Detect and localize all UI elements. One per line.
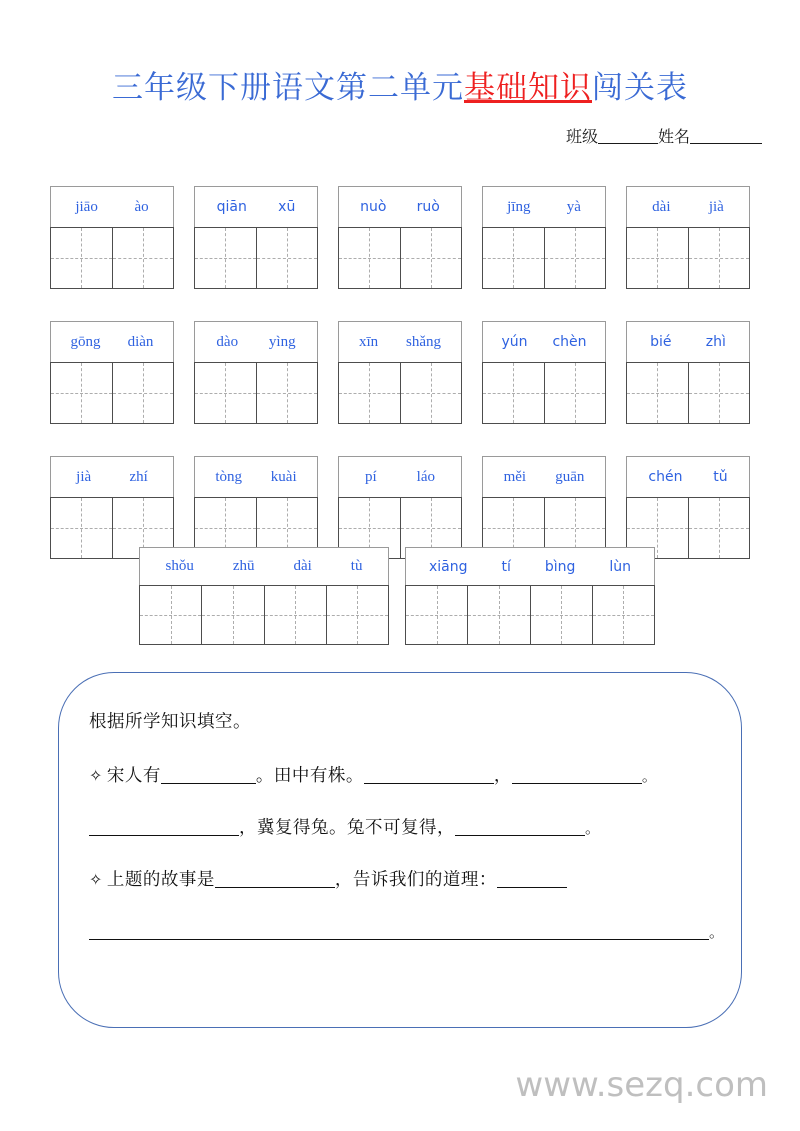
word-character-cells bbox=[50, 362, 174, 424]
block-spacer bbox=[194, 424, 318, 456]
idiom-grid-2 bbox=[405, 547, 655, 645]
character-cell[interactable] bbox=[339, 228, 400, 288]
word-block bbox=[50, 186, 174, 289]
word-character-cells bbox=[482, 227, 606, 289]
block-spacer bbox=[482, 424, 606, 456]
word-pinyin-bar bbox=[482, 321, 606, 362]
blank-1[interactable] bbox=[161, 768, 256, 784]
character-cell[interactable] bbox=[688, 498, 750, 558]
character-cell[interactable] bbox=[339, 363, 400, 423]
word-character-cells bbox=[194, 362, 318, 424]
pinyin-syllable: qiān bbox=[216, 199, 247, 215]
word-pinyin-bar bbox=[626, 321, 750, 362]
block-spacer bbox=[194, 289, 318, 321]
block-spacer bbox=[50, 289, 174, 321]
character-cell[interactable] bbox=[112, 228, 174, 288]
pinyin-syllable: xīn bbox=[358, 333, 379, 350]
word-pinyin-bar bbox=[482, 456, 606, 497]
block-spacer bbox=[338, 424, 462, 456]
character-cell[interactable] bbox=[140, 586, 201, 644]
pinyin-syllable: jiāo bbox=[75, 198, 98, 215]
character-cell[interactable] bbox=[483, 228, 544, 288]
pinyin-syllable: nuò bbox=[360, 199, 387, 215]
word-character-cells bbox=[338, 227, 462, 289]
character-cell[interactable] bbox=[195, 363, 256, 423]
name-input-blank[interactable] bbox=[690, 129, 762, 144]
word-block bbox=[482, 186, 606, 289]
pinyin-syllable: jīng bbox=[507, 198, 531, 215]
pinyin-syllable: bié bbox=[650, 334, 672, 350]
word-block bbox=[626, 456, 750, 559]
blank-7[interactable] bbox=[497, 872, 567, 888]
word-block bbox=[194, 456, 318, 559]
word-block bbox=[626, 186, 750, 289]
pinyin-syllable: tòng bbox=[215, 468, 243, 485]
page-title bbox=[0, 62, 800, 107]
word-pinyin-bar bbox=[626, 456, 750, 497]
line3-text-b: ，告诉我们的道理： bbox=[334, 868, 497, 889]
word-character-cells bbox=[338, 362, 462, 424]
line2-text-a: ，冀复得兔。兔不可复得， bbox=[239, 816, 455, 837]
character-cell[interactable] bbox=[544, 363, 606, 423]
pinyin-syllable: shǎng bbox=[406, 333, 442, 350]
character-cell[interactable] bbox=[201, 586, 263, 644]
character-cell[interactable] bbox=[483, 363, 544, 423]
pinyin-syllable: yà bbox=[566, 198, 581, 215]
character-cell[interactable] bbox=[51, 228, 112, 288]
pinyin-syllable: chén bbox=[648, 469, 683, 485]
pinyin-syllable: tù bbox=[350, 558, 363, 574]
character-cell[interactable] bbox=[51, 498, 112, 558]
word-pinyin-bar bbox=[50, 456, 174, 497]
fill-in-line-1 bbox=[89, 764, 707, 785]
pinyin-syllable: dài bbox=[293, 558, 312, 574]
class-label: 班级 bbox=[565, 129, 598, 146]
pinyin-syllable: pí bbox=[365, 468, 377, 485]
word-block bbox=[338, 321, 462, 424]
word-grid-column bbox=[194, 186, 318, 559]
star-icon: ✧ bbox=[89, 767, 103, 785]
word-pinyin-bar bbox=[194, 186, 318, 227]
character-cell[interactable] bbox=[592, 586, 654, 644]
word-grid-column bbox=[482, 186, 606, 559]
pinyin-syllable: dào bbox=[216, 333, 239, 350]
word-pinyin-bar bbox=[626, 186, 750, 227]
pinyin-syllable: zhū bbox=[232, 558, 255, 574]
pinyin-syllable: yún bbox=[501, 334, 528, 350]
word-pinyin-bar bbox=[338, 321, 462, 362]
line3-text-a: 上题的故事是 bbox=[106, 868, 215, 889]
block-spacer bbox=[338, 289, 462, 321]
pinyin-syllable: tǔ bbox=[713, 469, 728, 485]
pinyin-syllable: xū bbox=[278, 199, 296, 215]
word-character-cells bbox=[194, 227, 318, 289]
title-highlight: 基础知识 bbox=[464, 70, 592, 105]
pinyin-syllable: guān bbox=[555, 468, 585, 485]
star-icon-2: ✧ bbox=[89, 871, 103, 889]
word-block bbox=[50, 456, 174, 559]
blank-8[interactable] bbox=[89, 924, 709, 940]
name-label: 姓名 bbox=[657, 129, 690, 146]
class-input-blank[interactable] bbox=[598, 129, 658, 144]
word-pinyin-bar bbox=[194, 321, 318, 362]
word-block bbox=[194, 321, 318, 424]
idiom-pinyin-bar bbox=[405, 547, 655, 585]
character-cell[interactable] bbox=[688, 363, 750, 423]
pinyin-syllable: gōng bbox=[70, 333, 101, 350]
line4-period: 。 bbox=[709, 924, 725, 941]
block-spacer bbox=[626, 424, 750, 456]
character-cell[interactable] bbox=[400, 228, 462, 288]
pinyin-syllable: ruò bbox=[416, 199, 440, 215]
idiom-pinyin-bar bbox=[139, 547, 389, 585]
word-character-cells bbox=[626, 227, 750, 289]
pinyin-syllable: diàn bbox=[127, 333, 154, 350]
blank-6[interactable] bbox=[215, 872, 335, 888]
blank-2[interactable] bbox=[364, 768, 494, 784]
word-block bbox=[194, 186, 318, 289]
idiom-grid-1 bbox=[139, 547, 389, 645]
word-grid-column bbox=[626, 186, 750, 559]
word-block bbox=[482, 321, 606, 424]
line2-text-b: 。 bbox=[585, 820, 601, 837]
character-cell[interactable] bbox=[406, 586, 467, 644]
line1-text-d: 。 bbox=[641, 768, 658, 785]
word-pinyin-bar bbox=[50, 186, 174, 227]
pinyin-syllable: chèn bbox=[552, 334, 587, 350]
character-cell[interactable] bbox=[627, 228, 688, 288]
character-cell[interactable] bbox=[195, 228, 256, 288]
student-info-row bbox=[566, 124, 762, 147]
fill-in-section bbox=[58, 672, 742, 1028]
word-character-cells bbox=[50, 227, 174, 289]
pinyin-syllable: dài bbox=[652, 198, 671, 215]
character-cell[interactable] bbox=[256, 363, 318, 423]
fill-in-heading: 根据所学知识填空。 bbox=[89, 711, 251, 731]
character-cell[interactable] bbox=[530, 586, 592, 644]
word-character-cells bbox=[482, 362, 606, 424]
character-cell[interactable] bbox=[467, 586, 529, 644]
pinyin-syllable: bìng bbox=[544, 558, 576, 575]
watermark: www.sezq.com bbox=[515, 1065, 768, 1105]
character-cell[interactable] bbox=[688, 228, 750, 288]
blank-5[interactable] bbox=[455, 820, 585, 836]
word-block bbox=[626, 321, 750, 424]
block-spacer bbox=[50, 424, 174, 456]
word-grid-column bbox=[50, 186, 174, 559]
word-block bbox=[338, 186, 462, 289]
line1-text-b: 。田中有株。 bbox=[255, 764, 364, 785]
blank-3[interactable] bbox=[512, 768, 642, 784]
character-cell[interactable] bbox=[544, 228, 606, 288]
character-cell[interactable] bbox=[264, 586, 326, 644]
pinyin-syllable: ào bbox=[134, 198, 149, 215]
pinyin-syllable: xiāng bbox=[428, 558, 468, 575]
pinyin-syllable: yìng bbox=[268, 333, 296, 350]
word-pinyin-bar bbox=[338, 186, 462, 227]
word-pinyin-bar bbox=[338, 456, 462, 497]
pinyin-syllable: kuài bbox=[270, 468, 297, 485]
character-cell[interactable] bbox=[51, 363, 112, 423]
character-cell[interactable] bbox=[112, 363, 174, 423]
title-part-2: 闯关表 bbox=[592, 70, 688, 105]
pinyin-syllable: jià bbox=[708, 198, 724, 215]
word-character-cells bbox=[626, 362, 750, 424]
line1-text-a: 宋人有 bbox=[106, 764, 161, 785]
word-block bbox=[482, 456, 606, 559]
character-cell[interactable] bbox=[326, 586, 388, 644]
pinyin-syllable: lùn bbox=[609, 558, 631, 575]
character-cell[interactable] bbox=[400, 363, 462, 423]
word-grid-column bbox=[338, 186, 462, 559]
pinyin-syllable: shǒu bbox=[165, 558, 194, 574]
fill-in-line-4 bbox=[89, 923, 725, 941]
idiom-character-cells bbox=[405, 585, 655, 645]
word-pinyin-bar bbox=[482, 186, 606, 227]
fill-in-line-3 bbox=[89, 868, 707, 889]
pinyin-syllable: tí bbox=[501, 558, 511, 575]
block-spacer bbox=[626, 289, 750, 321]
word-block bbox=[338, 456, 462, 559]
pinyin-syllable: měi bbox=[503, 468, 527, 485]
title-part-1: 三年级下册语文第二单元 bbox=[112, 70, 464, 105]
pinyin-syllable: zhí bbox=[129, 468, 148, 485]
line1-text-c: ， bbox=[493, 764, 512, 785]
pinyin-syllable: jià bbox=[76, 468, 92, 485]
idiom-character-cells bbox=[139, 585, 389, 645]
pinyin-syllable: láo bbox=[416, 468, 435, 485]
word-writing-grid bbox=[50, 186, 750, 559]
block-spacer bbox=[482, 289, 606, 321]
pinyin-syllable: zhì bbox=[705, 334, 726, 350]
character-cell[interactable] bbox=[256, 228, 318, 288]
character-cell[interactable] bbox=[627, 363, 688, 423]
word-pinyin-bar bbox=[50, 321, 174, 362]
word-pinyin-bar bbox=[194, 456, 318, 497]
word-block bbox=[50, 321, 174, 424]
blank-4[interactable] bbox=[89, 820, 239, 836]
fill-in-line-2 bbox=[89, 816, 707, 837]
